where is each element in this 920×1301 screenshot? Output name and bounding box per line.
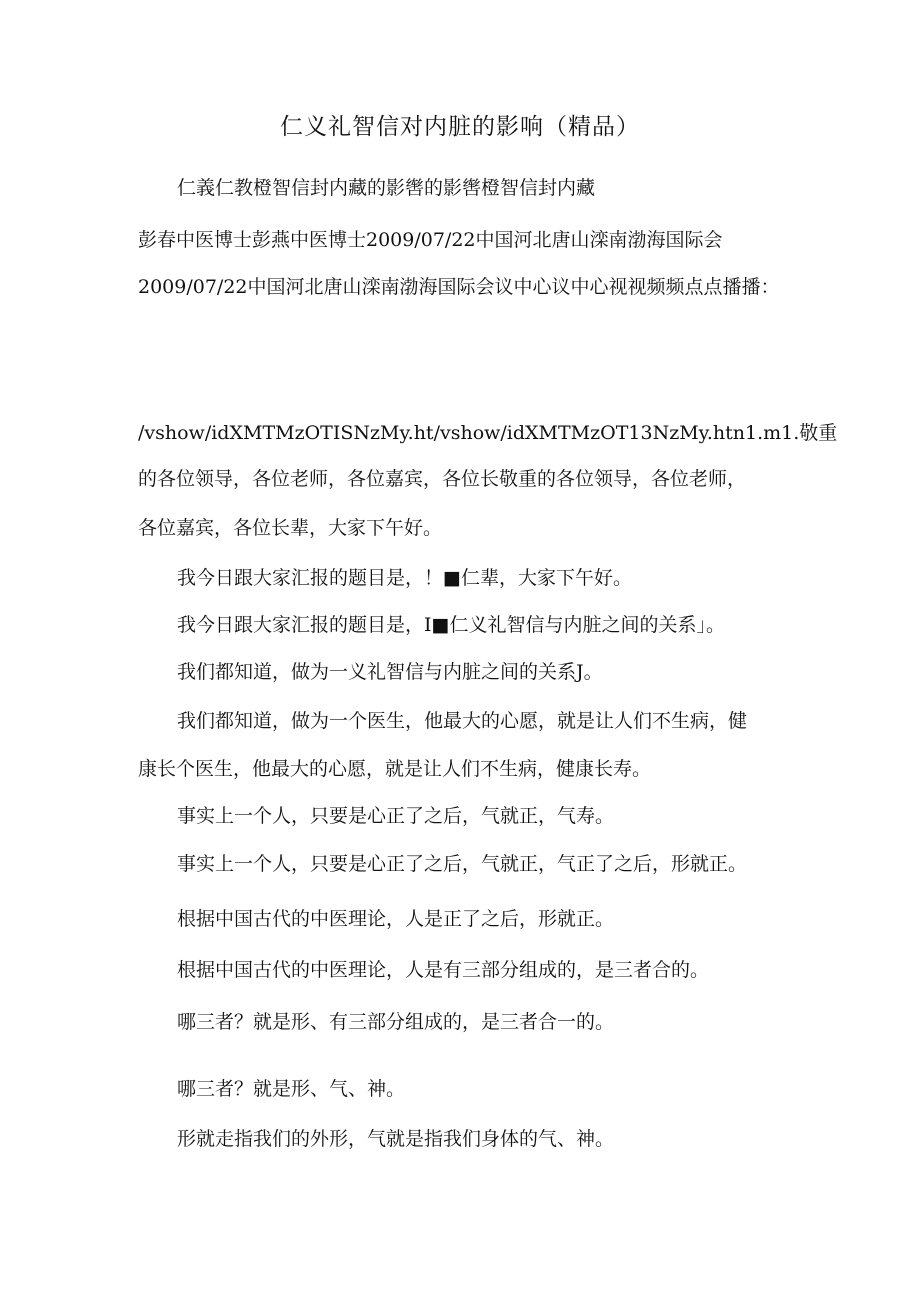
- paragraph-line: 事实上一个人，只要是心正了之后，气就正，气寿。: [177, 805, 615, 827]
- paragraph-line: 2009/07/22中国河北唐山滦南渤海国际会议中心议中心视视频频点点播播：: [138, 276, 780, 298]
- paragraph-line: 哪三者？就是形、气、神。: [177, 1078, 406, 1100]
- paragraph-line: 我们都知道，做为一个医生，他最大的心愿，就是让人们不生病，健: [177, 710, 748, 732]
- paragraph-line: ∕vshow/idXMTMzOTISNzMy.ht/vshow/idXMTMzOT13NzMy.htn1.m1.敬重: [138, 422, 838, 444]
- paragraph-line: 形就走指我们的外形，气就是指我们身体的气、神。: [177, 1128, 615, 1150]
- paragraph-line: 事实上一个人，只要是心正了之后，气就正，气正了之后，形就正。: [177, 853, 748, 875]
- paragraph-line: 康长个医生，他最大的心愿，就是让人们不生病，健康长寿。: [138, 758, 652, 780]
- paragraph-line: 根据中国古代的中医理论，人是有三部分组成的，是三者合的。: [177, 959, 710, 981]
- paragraph-line: 根据中国古代的中医理论，人是正了之后，形就正。: [177, 908, 615, 930]
- paragraph-line: 我们都知道，做为一义礼智信与内脏之间的关系J。: [177, 661, 603, 683]
- paragraph-line: 各位嘉宾，各位长辈，大家下午好。: [138, 517, 443, 539]
- document-title: 仁义礼智信对内脏的影响（精品）: [280, 114, 640, 140]
- paragraph-line: 我今日跟大家汇报的题目是，！■仁辈，大家下午好。: [177, 567, 632, 589]
- paragraph-line: 哪三者？就是形、有三部分组成的，是三者合一的。: [177, 1011, 615, 1033]
- paragraph-line: 仁義仁教橙智信封内藏的影辔的影辔橙智信封内藏: [177, 177, 596, 199]
- paragraph-line: 彭春中医博士彭燕中医博士2009/07/22中国河北唐山滦南渤海国际会: [138, 229, 723, 251]
- paragraph-line: 我今日跟大家汇报的题目是，I■仁义礼智信与内脏之间的关系」。: [177, 614, 725, 636]
- paragraph-line: 的各位领导，各位老师，各位嘉宾，各位长敬重的各位领导，各位老师，: [138, 468, 747, 490]
